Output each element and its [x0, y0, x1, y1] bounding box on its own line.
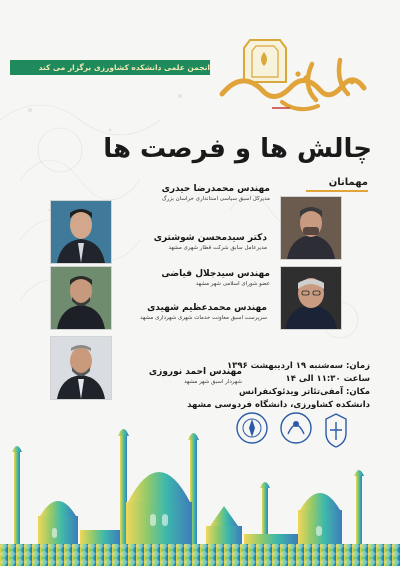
event-time: ساعت ۱۱:۳۰ الی ۱۴: [285, 374, 370, 384]
university-emblem-icon: [326, 414, 346, 447]
speaker-photo-shoushtari: [50, 200, 112, 264]
speaker-photo-nowrouzi: [50, 336, 112, 400]
speaker-role-fayazi: عضو شورای اسلامی شهر مشهد: [195, 281, 270, 287]
speaker-name-heydari: مهندس محمدرضا حیدری: [161, 184, 270, 194]
speaker-name-shoushtari: دکتر سیدمحسن شوشتری: [153, 233, 267, 243]
speaker-photo-shahidi: [50, 266, 112, 330]
speaker-photo-heydari: [280, 196, 342, 260]
speaker-name-shahidi: مهندس محمدعظیم شهیدی: [147, 303, 267, 313]
event-date: زمان: سه‌شنبه ۱۹ اردیبهشت ۱۳۹۶: [226, 361, 370, 371]
speaker-role-nowrouzi: شهردار اسبق شهر مشهد: [184, 379, 242, 385]
speaker-role-heydari: مدیرکل اسبق سیاسی استانداری خراسان بزرگ: [161, 196, 270, 202]
mashhad-calligraphy-logo-icon: [212, 34, 372, 124]
guests-heading: مهمانان: [328, 177, 368, 188]
organizer-text: انجمن علمی دانشکده کشاورزی برگزار می کند: [38, 63, 210, 72]
speaker-name-nowrouzi: مهندس احمد نوروزی: [148, 367, 242, 377]
speaker-role-shahidi: سرپرست اسبق معاونت خدمات شهری شهرداری مشهد: [140, 315, 267, 321]
faculty-emblem-icon: [281, 413, 311, 443]
university-logos: [232, 408, 362, 452]
guests-heading-underline: [306, 190, 368, 194]
speaker-role-shoushtari: مدیرعامل سابق شرکت قطار شهری مشهد: [168, 245, 267, 251]
event-venue: دانشکده کشاورزی، دانشگاه فردوسی مشهد: [187, 400, 370, 410]
event-info: [160, 360, 370, 412]
speaker-photo-fayazi: [280, 266, 342, 330]
event-place: مکان: آمفی‌تئاتر ویدئوکنفرانس: [238, 387, 370, 397]
speaker-name-fayazi: مهندس سیدجلال فیاضی: [161, 269, 270, 279]
association-emblem-icon: [237, 413, 267, 443]
main-title: چالش ها و فرصت ها: [103, 134, 372, 164]
